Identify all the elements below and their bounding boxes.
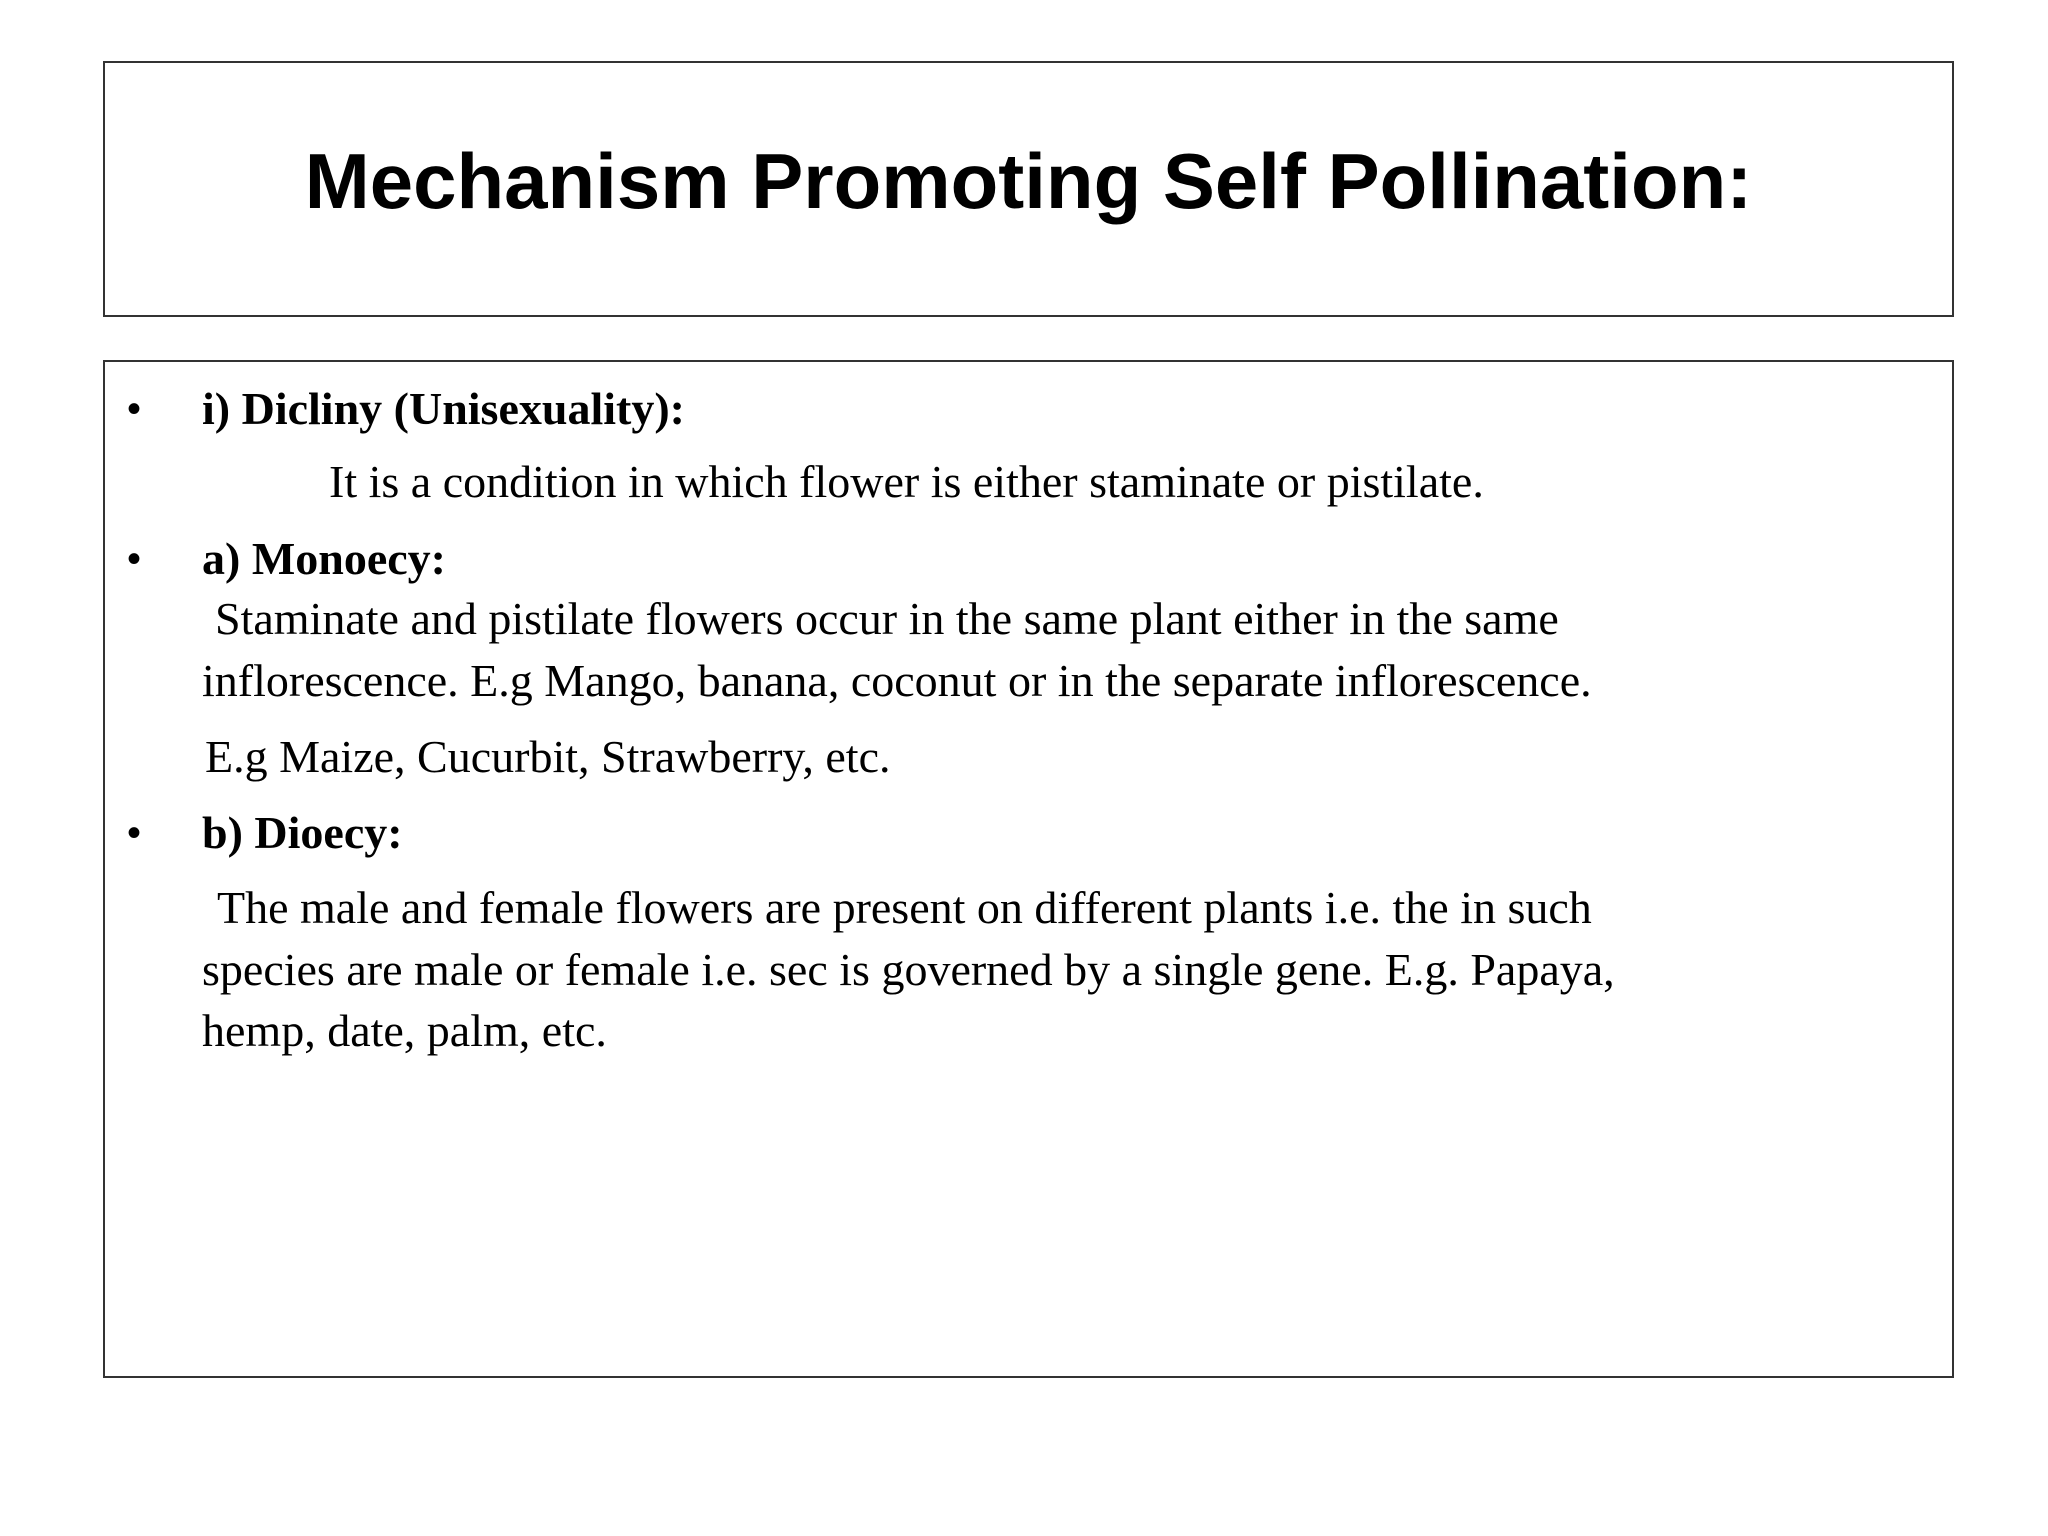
dioecy-text-line-2: species are male or female i.e. sec is governed by a single gene. E.g. Papaya, (202, 944, 1615, 995)
dicliny-text-line-1: It is a condition in which flower is either staminate or pistilate. (329, 456, 1484, 507)
bullet-list (105, 362, 1952, 1376)
bullet-icon: • (127, 811, 142, 855)
bullet-icon: • (127, 537, 142, 581)
dioecy-text-line-1: The male and female flowers are present on different plants i.e. the in such (217, 882, 1592, 933)
dioecy-text-line-3: hemp, date, palm, etc. (202, 1005, 607, 1056)
heading-dicliny: i) Dicliny (Unisexuality): (202, 383, 685, 434)
slide-title: Mechanism Promoting Self Pollination: (304, 136, 1753, 225)
bullet-icon: • (127, 387, 142, 431)
content-box (103, 360, 1954, 1378)
title-box (103, 61, 1954, 317)
monoecy-text-line-2: inflorescence. E.g Mango, banana, coconut or in the separate inflorescence. (202, 655, 1592, 706)
monoecy-text-line-3: E.g Maize, Cucurbit, Strawberry, etc. (205, 731, 891, 782)
monoecy-text-line-1: Staminate and pistilate flowers occur in the same plant either in the same (215, 593, 1559, 644)
heading-monoecy: a) Monoecy: (202, 533, 446, 584)
heading-dioecy: b) Dioecy: (202, 807, 403, 858)
